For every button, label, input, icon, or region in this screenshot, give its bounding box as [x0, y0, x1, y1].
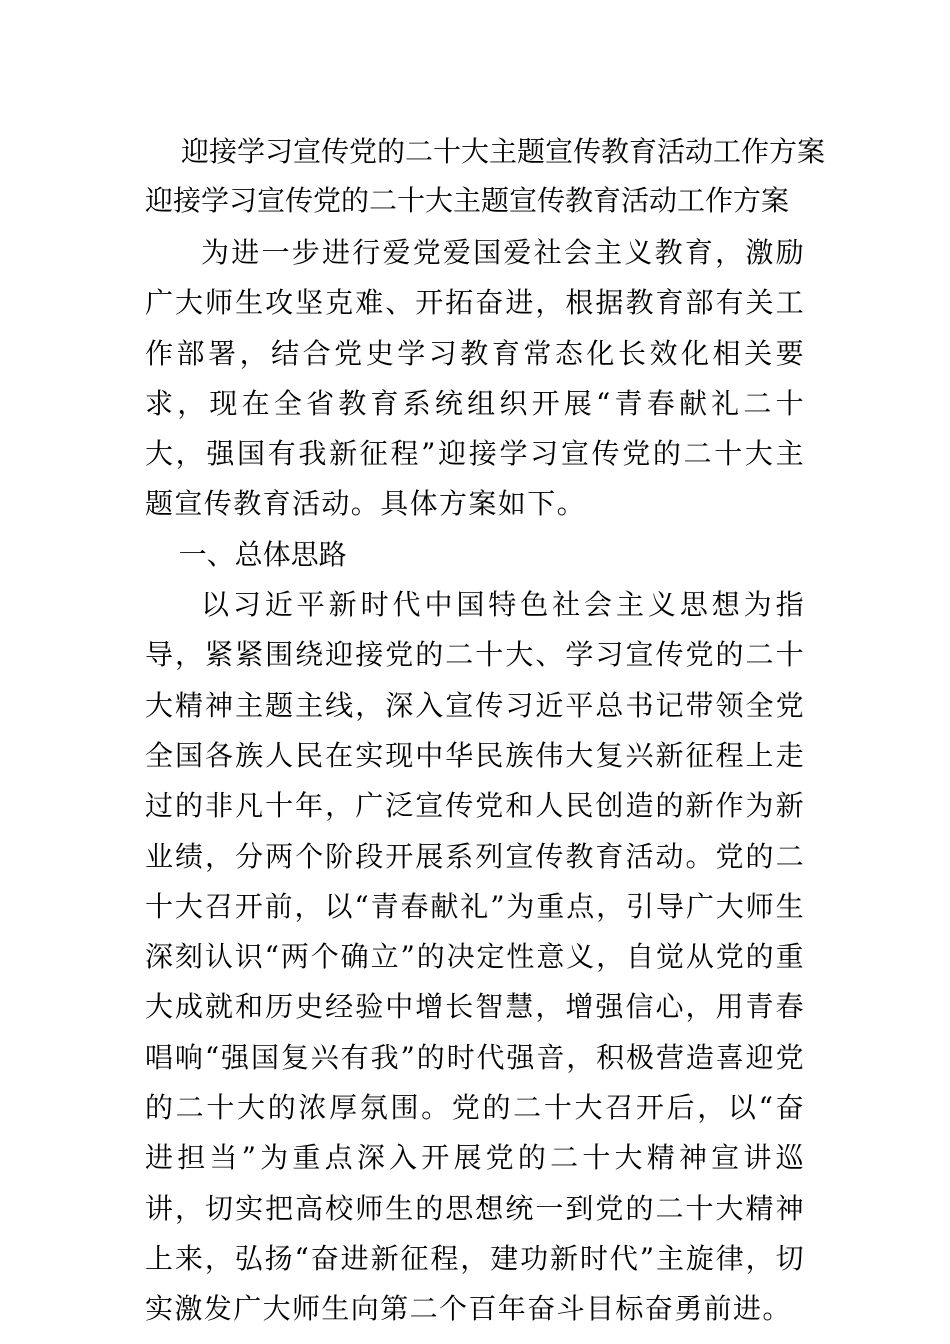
overall-approach-paragraph: 以习近平新时代中国特色社会主义思想为指导，紧紧围绕迎接党的二十大、学习宣传党的二十大精神主题主线，深入宣传习近平总书记带领全党全国各族人民在实现中华民族伟大复兴新征程上走过的非凡十年，广泛宣传党和人民创造的新作为新业绩，分两个阶段开展系列宣传教育活动。党的二十大召开前，以“青春献礼”为重点，引导广大师生深刻认识“两个确立”的决定性意义，自觉从党的重大成就和历史经验中增长智慧，增强信心，用青春唱响“强国复兴有我”的时代强音，积极营造喜迎党的二十大的浓厚氛围。党的二十大召开后，以“奋进担当”为重点深入开展党的二十大精神宣讲巡讲，切实把高校师生的思想统一到党的二十大精神上来，弘扬“奋进新征程，建功新时代”主旋律，切实激发广大师生向第二个百年奋斗目标奋勇前进。: [145, 588, 805, 1326]
intro-paragraph: 为进一步进行爱党爱国爱社会主义教育，激励广大师生攻坚克难、开拓奋进，根据教育部有关工作部署，结合党史学习教育常态化长效化相关要求，现在全省教育系统组织开展“青春献礼二十大，强国有我新征程”迎接学习宣传党的二十大主题宣传教育活动。具体方案如下。: [145, 236, 805, 521]
document-body: [145, 228, 805, 1335]
document-subtitle: 迎接学习宣传党的二十大主题宣传教育活动工作方案: [145, 184, 790, 217]
document-title: 迎接学习宣传党的二十大主题宣传教育活动工作方案: [181, 135, 826, 168]
section-heading-overall-approach: 一、总体思路: [178, 537, 347, 571]
